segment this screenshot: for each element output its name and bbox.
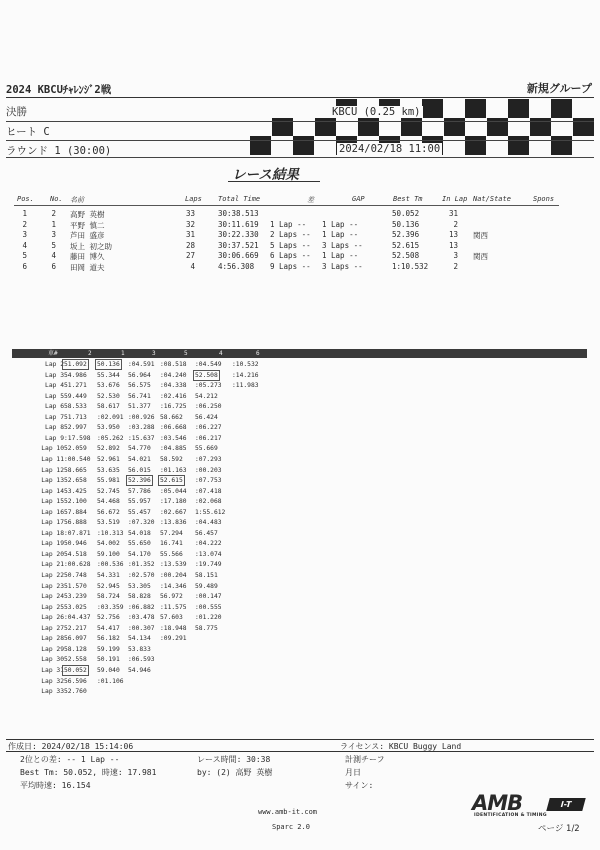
lap-time: 54.021	[128, 455, 151, 463]
result-inlap: 2	[453, 262, 458, 271]
lap-number: Lap 23	[41, 582, 64, 590]
lap-time: 53.519	[97, 519, 120, 527]
divider	[6, 157, 594, 158]
lap-number: Lap 30	[41, 656, 64, 664]
lap-time: :06.668	[160, 424, 187, 432]
lap-time: 53.635	[97, 466, 120, 474]
lap-time: :00.204	[160, 572, 187, 579]
car-number-label: 車#	[48, 350, 58, 357]
result-inlap: 31	[448, 209, 458, 218]
lap-number: Lap 10	[41, 445, 64, 453]
lap-time: 56.424	[195, 413, 218, 421]
checker-square	[551, 99, 572, 118]
lap-time: 53.425	[64, 487, 87, 495]
car-header: 1	[121, 350, 125, 357]
lap-time: :17.180	[160, 498, 187, 506]
result-laps: 33	[185, 209, 195, 218]
lap-time: 53.239	[64, 593, 87, 601]
result-no: 1	[51, 219, 56, 229]
lap-time: :14.216	[232, 371, 259, 379]
lap-time: 57.884	[64, 508, 87, 516]
lap-time: :05.262	[97, 434, 124, 442]
lap-time: :04.483	[195, 519, 222, 527]
lap-time: 56.097	[64, 635, 87, 643]
result-laps: 32	[185, 219, 195, 229]
result-total: 4:56.308	[218, 262, 255, 271]
result-diff: 9 Laps --	[270, 262, 311, 271]
lap-table-header-band	[12, 349, 587, 358]
car-header: 4	[219, 350, 223, 357]
lap-time: :11.575	[160, 603, 187, 611]
result-nat: 関西	[473, 252, 488, 262]
lap-time: 56.182	[97, 635, 120, 643]
result-laps: 4	[190, 262, 195, 271]
lap-time: 56.741	[128, 392, 151, 400]
checker-square	[465, 99, 486, 118]
lap-time: :01.220	[195, 614, 222, 622]
result-name: 坂上 初之助	[70, 241, 113, 251]
lap-time: :08.518	[160, 361, 187, 368]
lap-time: 58.724	[97, 593, 120, 601]
lap-time: 52.530	[97, 392, 120, 400]
signature-label: サイン:	[345, 781, 374, 790]
result-diff: 6 Laps --	[270, 251, 311, 261]
lap-time: 59.449	[64, 392, 87, 400]
lap-time: :00.307	[128, 624, 155, 632]
lap-number: Lap 21	[41, 561, 64, 569]
event-title: 2024 KBCUﾁｬﾚﾝｼﾞ2戦	[6, 84, 112, 96]
lap-time: 16.741	[160, 540, 183, 548]
lap-time: 56.457	[195, 529, 218, 537]
lap-time: :07.320	[128, 519, 155, 527]
timing-chief: 計測チーフ	[345, 755, 385, 764]
result-best: 50.136	[392, 219, 420, 229]
lap-time: :02.570	[128, 572, 155, 579]
heat-label: ヒート C	[6, 126, 50, 138]
lap-number: Lap 14	[41, 487, 64, 495]
lap-time: 51.570	[64, 582, 87, 590]
result-pos: 6	[22, 262, 27, 271]
lap-time: :00.147	[195, 593, 222, 601]
lap-time: 59.489	[195, 582, 218, 590]
lap-number: Lap 28	[41, 635, 64, 643]
result-inlap: 2	[453, 219, 458, 229]
result-gap: 3 Laps --	[322, 262, 363, 271]
lap-number: Lap 3	[45, 371, 64, 379]
col-name: 名前	[70, 196, 84, 204]
lap-number: Lap 33	[41, 688, 64, 696]
lap-time: 50.748	[64, 572, 87, 579]
lap-time: 50.946	[64, 540, 87, 548]
lap-time: :05.273	[195, 382, 222, 390]
lap-time: :04.240	[160, 371, 187, 379]
lap-time: 58.533	[64, 403, 87, 411]
best-time: Best Tm: 50.052, 時速: 17.981	[20, 768, 157, 777]
lap-time: 1:55.612	[195, 508, 226, 516]
result-best: 52.508	[392, 251, 420, 261]
lap-number: Lap 26	[41, 614, 64, 622]
lap-time: 55.957	[128, 498, 151, 506]
lap-time: :00.536	[97, 561, 124, 569]
result-gap: 3 Laps --	[322, 240, 363, 250]
result-gap: 1 Lap --	[322, 219, 359, 229]
lap-time: 57.294	[160, 529, 183, 537]
lap-time: 58.128	[64, 645, 87, 653]
result-gap: 1 Lap --	[322, 230, 359, 240]
lap-time: 55.981	[97, 477, 120, 485]
result-laps: 28	[185, 240, 195, 250]
result-no: 3	[51, 230, 56, 240]
lap-time: 52.508	[195, 371, 218, 379]
lap-number: Lap 19	[41, 540, 64, 548]
result-name: 田岡 道夫	[70, 263, 105, 272]
result-name: 平野 慎二	[70, 220, 105, 230]
lap-number: Lap 22	[41, 572, 64, 579]
col-pos: Pos.	[17, 195, 34, 203]
lap-time: :04.549	[195, 361, 222, 368]
race-results-title: レース結果	[232, 167, 299, 183]
lap-time: :06.882	[128, 603, 155, 611]
lap-time: :03.478	[128, 614, 155, 622]
lap-time: :04.338	[160, 382, 187, 390]
amb-url[interactable]: www.amb-it.com	[258, 808, 318, 816]
result-inlap: 3	[453, 251, 458, 261]
lap-time: :04.885	[160, 445, 187, 453]
col-diff: 差	[307, 196, 314, 204]
col-sponsor: Spons	[533, 195, 555, 203]
lap-time: 52.997	[64, 424, 87, 432]
lap-number: Lap 27	[41, 624, 64, 632]
lap-time: 54.170	[128, 550, 151, 558]
lap-time: 58.828	[128, 593, 151, 601]
lap-time: 57.786	[128, 487, 151, 495]
lap-time: 58.665	[64, 466, 87, 474]
lap-time: 51.713	[64, 413, 87, 421]
lap-time: :01.106	[97, 677, 124, 685]
lap-time: 58.592	[160, 455, 183, 463]
lap-number: Lap 25	[41, 603, 64, 611]
lap-time: 56.972	[160, 593, 183, 601]
lap-number: Lap 16	[41, 508, 64, 516]
result-laps: 31	[185, 230, 195, 240]
lap-time: 53.025	[64, 603, 87, 611]
car-header: 6	[256, 350, 260, 357]
session-event: 決勝	[6, 106, 27, 118]
result-diff: 1 Lap --	[270, 219, 307, 229]
lap-number: Lap 17	[41, 519, 64, 527]
average-speed: 平均時速: 16.154	[20, 781, 91, 790]
lap-time: :07.293	[195, 455, 222, 463]
col-in-lap: In Lap	[442, 195, 468, 203]
lap-time: 50.052	[64, 666, 87, 674]
title-underline	[228, 181, 320, 182]
result-best: 50.052	[392, 209, 420, 218]
lap-time: 54.331	[97, 572, 120, 579]
lap-number: Lap 5	[45, 392, 64, 400]
track-label: KBCU (0.25 km)	[332, 106, 421, 118]
result-best: 52.396	[392, 230, 420, 240]
result-pos: 2	[22, 219, 27, 229]
lap-time: :10.313	[97, 529, 124, 537]
lap-time: 52.558	[64, 656, 87, 664]
lap-time: 56.964	[128, 371, 151, 379]
lap-time: :00.628	[64, 561, 91, 569]
result-name: 高野 英樹	[70, 210, 105, 219]
lap-time: 54.986	[64, 371, 87, 379]
lap-time: :11.983	[232, 382, 259, 390]
lap-time: :06.227	[195, 424, 222, 432]
header-bar	[6, 80, 594, 98]
lap-time: 52.059	[64, 445, 87, 453]
lap-time: 54.518	[64, 550, 87, 558]
lap-time: :01.163	[160, 466, 187, 474]
lap-time: 50.136	[97, 361, 120, 368]
lap-time: :07.753	[195, 477, 222, 485]
lap-time: :06.593	[128, 656, 155, 664]
lap-time: :02.667	[160, 508, 187, 516]
lap-time: :03.546	[160, 434, 187, 442]
lap-time: :04.437	[64, 614, 91, 622]
page-number: ページ 1/2	[538, 824, 580, 834]
lap-time: :19.749	[195, 561, 222, 569]
lap-time: 53.950	[97, 424, 120, 432]
lap-number: Lap 4	[45, 382, 64, 390]
amb-it-logo: AMB I-T IDENTIFICATION & TIMING	[472, 794, 590, 818]
lap-time: 52.745	[97, 487, 120, 495]
result-total: 30:38.513	[218, 209, 259, 218]
lap-time: 50.191	[97, 656, 120, 664]
lap-time: 54.212	[195, 392, 218, 400]
lap-time: :13.836	[160, 519, 187, 527]
col-best-time: Best Tm	[393, 195, 423, 203]
lap-time: :03.288	[128, 424, 155, 432]
lap-number: Lap 7	[45, 413, 64, 421]
lap-time: :00.555	[195, 603, 222, 611]
lap-time: 55.650	[128, 540, 151, 548]
lap-time: :18.948	[160, 624, 187, 632]
footer-rule	[6, 739, 594, 740]
lap-number: Lap 24	[41, 593, 64, 601]
round-label: ラウンド 1 (30:00)	[6, 145, 112, 157]
lap-time: :02.068	[195, 498, 222, 506]
lap-time: 54.018	[128, 529, 151, 537]
lap-time: 52.658	[64, 477, 87, 485]
lap-time: 54.002	[97, 540, 120, 548]
lap-number: Lap 2	[45, 361, 64, 368]
lap-time: :01.352	[128, 561, 155, 569]
footer-rule	[6, 751, 594, 752]
lap-number: Lap 11	[41, 455, 64, 463]
lap-time: 54.946	[128, 666, 151, 674]
lap-time: :05.044	[160, 487, 187, 495]
car-header: 3	[152, 350, 156, 357]
results-header-rule	[14, 205, 559, 206]
lap-time: :06.217	[195, 434, 222, 442]
result-pos: 5	[22, 251, 27, 261]
result-no: 6	[51, 262, 56, 271]
software-version: Sparc 2.0	[272, 823, 310, 831]
lap-time: :04.222	[195, 540, 222, 548]
result-best: 1:10.532	[392, 262, 429, 271]
lap-time: 52.396	[128, 477, 151, 485]
result-name: 芦田 盛彦	[70, 231, 105, 241]
lap-time: 56.596	[64, 677, 87, 685]
created-at: 作成日: 2024/02/18 15:14:06	[8, 742, 134, 751]
result-no: 4	[51, 251, 56, 261]
lap-time: :02.416	[160, 392, 187, 400]
race-date: 2024/02/18 11:00	[339, 143, 441, 155]
lap-number: Lap 12	[41, 466, 64, 474]
lap-time: 59.199	[97, 645, 120, 653]
lap-time: 54.134	[128, 635, 151, 643]
lap-time: 58.662	[160, 413, 183, 421]
result-nat: 関西	[473, 231, 488, 241]
result-gap: 1 Lap --	[322, 251, 359, 261]
lap-time: 52.100	[64, 498, 87, 506]
lap-time: 56.888	[64, 519, 87, 527]
result-pos: 1	[22, 209, 27, 218]
lap-time: 52.756	[97, 614, 120, 622]
col-total-time: Total Time	[218, 195, 261, 203]
result-pos: 4	[22, 240, 27, 250]
divider	[6, 121, 594, 122]
result-diff: 2 Laps --	[270, 230, 311, 240]
lap-number: Lap 8	[45, 424, 64, 432]
lap-time: :07.418	[195, 487, 222, 495]
result-total: 30:11.619	[218, 219, 259, 229]
lap-time: 56.575	[128, 382, 151, 390]
lap-time: 58.151	[195, 572, 218, 579]
lap-time: 51.271	[64, 382, 87, 390]
lap-time: 55.344	[97, 371, 120, 379]
license: ライセンス: KBCU Buggy Land	[340, 742, 462, 751]
lap-time: 52.760	[64, 688, 87, 696]
lap-number: Lap 6	[45, 403, 64, 411]
lap-time: 53.676	[97, 382, 120, 390]
lap-time: 58.775	[195, 624, 218, 632]
result-diff: 5 Laps --	[270, 240, 311, 250]
lap-time: 57.603	[160, 614, 183, 622]
gap-to-second: 2位との差: -- 1 Lap --	[20, 755, 120, 764]
lap-number: Lap 18	[41, 529, 64, 537]
col-gap: GAP	[352, 195, 365, 203]
lap-time: 54.468	[97, 498, 120, 506]
lap-time: 55.457	[128, 508, 151, 516]
lap-number: Lap 13	[41, 477, 64, 485]
lap-number: Lap 32	[41, 677, 64, 685]
result-total: 30:22.330	[218, 230, 259, 240]
lap-time: :09.291	[160, 635, 187, 643]
lap-time: :17.598	[64, 434, 91, 442]
lap-time: 54.770	[128, 445, 151, 453]
group-name: 新規グループ	[526, 82, 592, 95]
lap-time: :14.346	[160, 582, 187, 590]
lap-time: :00.926	[128, 413, 155, 421]
lap-time: 53.833	[128, 645, 151, 653]
lap-time: 54.417	[97, 624, 120, 632]
car-header: 5	[184, 350, 188, 357]
result-inlap: 13	[448, 230, 458, 240]
lap-time: 56.015	[128, 466, 151, 474]
lap-time: :10.532	[232, 361, 259, 368]
lap-time: :06.250	[195, 403, 222, 411]
col-nat-state: Nat/State	[473, 195, 511, 203]
result-best: 52.615	[392, 240, 420, 250]
col-no: No.	[50, 195, 63, 203]
best-by: by: (2) 高野 英樹	[197, 768, 273, 777]
lap-time: :00.203	[195, 466, 222, 474]
result-total: 30:06.669	[218, 251, 259, 261]
lap-time: 55.566	[160, 550, 183, 558]
lap-time: 52.217	[64, 624, 87, 632]
result-no: 5	[51, 240, 56, 250]
lap-number: Lap 15	[41, 498, 64, 506]
result-laps: 27	[185, 251, 195, 261]
lap-time: :02.091	[97, 413, 124, 421]
lap-time: :15.637	[128, 434, 155, 442]
result-total: 30:37.521	[218, 240, 259, 250]
col-laps: Laps	[185, 195, 202, 203]
lap-time: 59.040	[97, 666, 120, 674]
lap-time: :07.871	[64, 529, 91, 537]
result-inlap: 13	[448, 240, 458, 250]
result-name: 藤田 博久	[70, 252, 105, 262]
lap-time: :13.074	[195, 550, 222, 558]
lap-time: :03.359	[97, 603, 124, 611]
lap-number: Lap 29	[41, 645, 64, 653]
lap-time: :04.591	[128, 361, 155, 368]
divider	[6, 140, 594, 141]
lap-time: 52.961	[97, 455, 120, 463]
lap-time: :00.540	[64, 455, 91, 463]
lap-number: Lap 31	[41, 666, 64, 674]
lap-time: 56.672	[97, 508, 120, 516]
result-no: 2	[51, 209, 56, 218]
lap-time: 52.892	[97, 445, 120, 453]
date-label: 月日	[345, 768, 361, 777]
lap-number: Lap 9	[45, 434, 64, 442]
lap-time: 55.669	[195, 445, 218, 453]
lap-time: 51.092	[64, 361, 87, 368]
lap-time: :16.725	[160, 403, 187, 411]
lap-time: 53.305	[128, 582, 151, 590]
lap-time: 52.945	[97, 582, 120, 590]
checker-square	[422, 99, 443, 118]
car-header: 2	[88, 350, 92, 357]
lap-time: 58.617	[97, 403, 120, 411]
lap-time: 51.377	[128, 403, 151, 411]
lap-time: :13.539	[160, 561, 187, 569]
lap-time: 59.100	[97, 550, 120, 558]
result-pos: 3	[22, 230, 27, 240]
race-time: レース時間: 30:38	[197, 755, 271, 764]
lap-number: Lap 20	[41, 550, 64, 558]
lap-time: 52.615	[160, 477, 183, 485]
checker-square	[508, 99, 529, 118]
